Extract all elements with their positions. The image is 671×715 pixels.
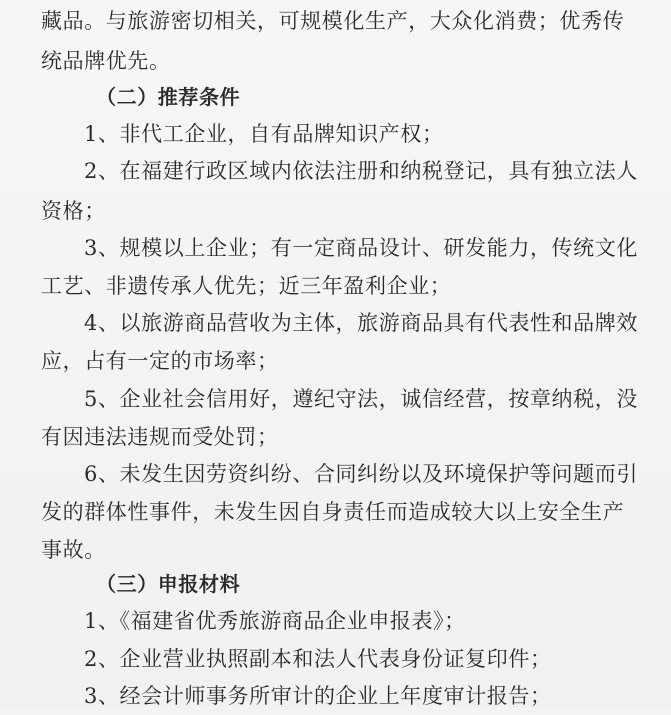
- list-item: 2、企业营业执照副本和法人代表身份证复印件；: [84, 647, 552, 671]
- list-item: 3、经会计师事务所审计的企业上年度审计报告；: [84, 684, 552, 708]
- list-item: 1、非代工企业，自有品牌知识产权；: [84, 122, 444, 146]
- text-line: 工艺、非遗传承人优先；近三年盈利企业；: [41, 274, 452, 298]
- text-line: 藏品。与旅游密切相关，可规模化生产，大众化消费；优秀传: [41, 9, 625, 33]
- section-heading: （三）申报材料: [96, 572, 241, 596]
- text-line: 事故。: [41, 538, 106, 562]
- list-item: 4、以旅游商品营收为主体，旅游商品具有代表性和品牌效: [84, 311, 638, 335]
- list-item: 3、规模以上企业；有一定商品设计、研发能力，传统文化: [84, 236, 638, 260]
- list-item: 1、《福建省优秀旅游商品企业申报表》；: [84, 609, 466, 633]
- text-line: 发的群体性事件，未发生因自身责任而造成较大以上安全生产: [41, 500, 625, 524]
- list-item: 2、在福建行政区域内依法注册和纳税登记，具有独立法人: [84, 159, 638, 183]
- text-line: 资格；: [41, 199, 106, 223]
- text-line: 有因违法违规而受处罚；: [41, 425, 279, 449]
- list-item: 5、企业社会信用好，遵纪守法，诚信经营，按章纳税，没: [84, 387, 638, 411]
- text-line: 应，占有一定的市场率；: [41, 349, 279, 373]
- list-item: 6、未发生因劳资纠纷、合同纠纷以及环境保护等问题而引: [84, 462, 638, 486]
- section-heading: （二）推荐条件: [96, 85, 241, 109]
- text-line: 统品牌优先。: [41, 49, 171, 73]
